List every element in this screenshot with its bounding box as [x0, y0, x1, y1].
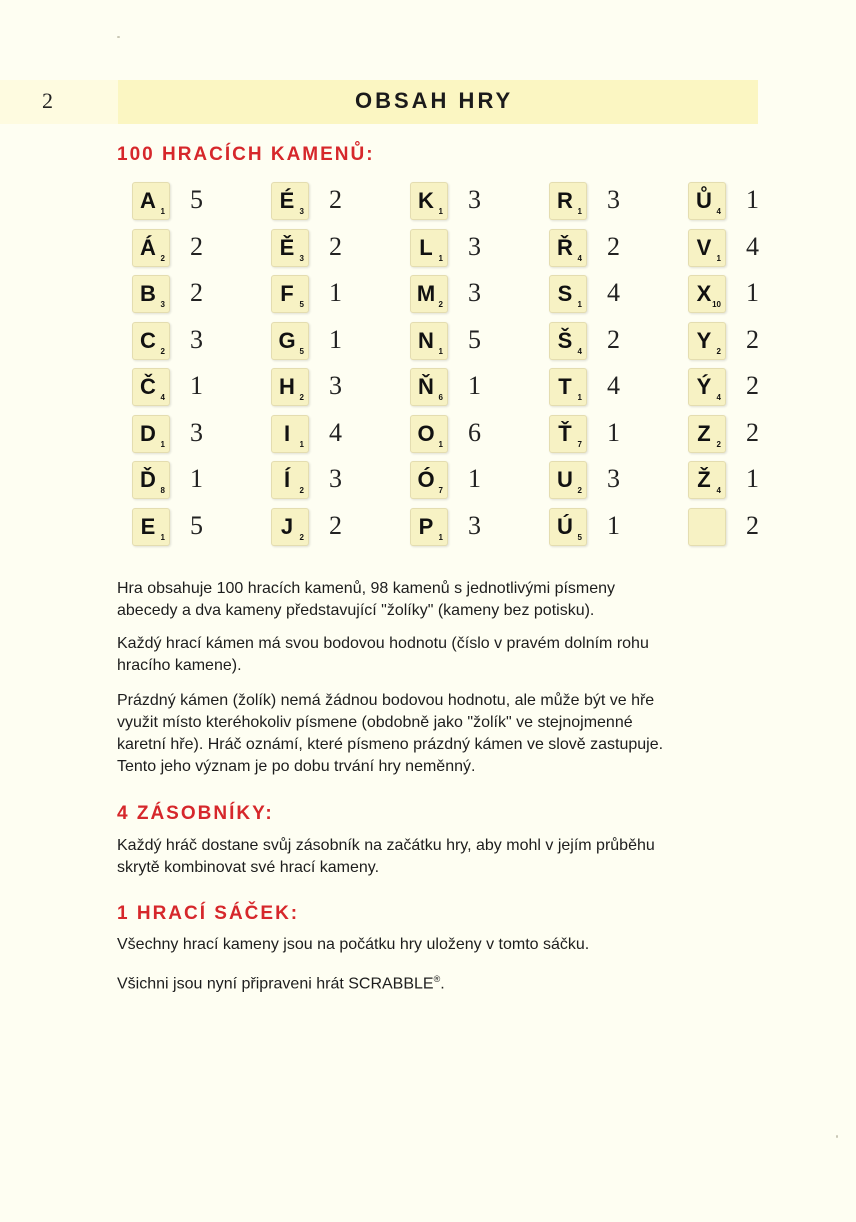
letter-tile — [688, 275, 726, 313]
tile-entry — [688, 229, 838, 269]
letter-tile — [132, 461, 170, 499]
tile-count: 3 — [190, 325, 203, 354]
tile-point-value: 3 — [299, 254, 304, 263]
tile-count: 4 — [607, 278, 620, 307]
tile-count: 2 — [746, 418, 759, 447]
tile-point-value: 5 — [577, 533, 582, 542]
letter-tile — [132, 508, 170, 546]
bag-heading: 1 HRACÍ SÁČEK: — [117, 903, 300, 924]
tile-letter: A — [140, 188, 156, 213]
tile-entry — [132, 182, 282, 222]
tile-count: 4 — [607, 371, 620, 400]
letter-tile — [410, 508, 448, 546]
tile-count: 2 — [746, 511, 759, 540]
tile-point-value: 1 — [160, 207, 165, 216]
tile-letter: J — [280, 514, 294, 539]
tile-letter: Í — [283, 467, 291, 492]
tile-point-value: 4 — [716, 393, 721, 402]
letter-tile — [132, 368, 170, 406]
tile-point-value: 4 — [160, 393, 165, 402]
tile-letter: R — [557, 188, 573, 213]
letter-tile — [410, 461, 448, 499]
tile-count: 1 — [607, 511, 620, 540]
tile-entry — [688, 461, 838, 501]
tile-point-value: 8 — [160, 486, 165, 495]
tile-point-value: 3 — [299, 207, 304, 216]
tile-count: 2 — [329, 511, 342, 540]
tile-letter: É — [279, 188, 295, 213]
tile-entry — [271, 275, 421, 315]
letter-tile — [549, 461, 587, 499]
letter-tile — [688, 322, 726, 360]
tile-point-value: 1 — [160, 440, 165, 449]
tile-point-value: 5 — [299, 300, 304, 309]
tile-point-value: 2 — [577, 486, 582, 495]
tile-point-value: 4 — [577, 347, 582, 356]
tile-entry — [271, 368, 421, 408]
tile-point-value: 2 — [299, 533, 304, 542]
tile-count: 5 — [190, 511, 203, 540]
tile-count: 6 — [468, 418, 481, 447]
tile-entry — [688, 275, 838, 315]
letter-tile — [132, 322, 170, 360]
tile-letter: P — [418, 514, 434, 539]
letter-tile — [549, 322, 587, 360]
tile-count: 2 — [190, 278, 203, 307]
tile-letter: Á — [140, 235, 156, 260]
tile-letter: V — [696, 235, 712, 260]
paper-speck — [836, 1135, 838, 1138]
paragraph-ready — [117, 968, 777, 995]
tile-entry — [132, 508, 282, 548]
tile-count: 2 — [329, 185, 342, 214]
tile-point-value: 5 — [299, 347, 304, 356]
tile-point-value: 2 — [299, 486, 304, 495]
tile-count: 1 — [190, 371, 203, 400]
tile-entry — [549, 508, 699, 548]
tile-letter: Ď — [140, 467, 156, 492]
tile-letter: L — [419, 235, 433, 260]
tile-point-value: 1 — [438, 207, 443, 216]
page-number: 2 — [42, 88, 53, 113]
tile-letter: Č — [140, 374, 156, 399]
tile-count: 3 — [468, 511, 481, 540]
letter-tile — [549, 229, 587, 267]
tile-point-value: 1 — [577, 393, 582, 402]
tile-entry — [271, 415, 421, 455]
letter-tile — [410, 275, 448, 313]
tile-point-value: 1 — [438, 533, 443, 542]
letter-tile — [271, 322, 309, 360]
letter-tile — [271, 229, 309, 267]
tile-count: 2 — [607, 325, 620, 354]
tile-count: 3 — [190, 418, 203, 447]
tile-entry — [410, 229, 560, 269]
tile-entry — [688, 368, 838, 408]
tile-entry — [410, 182, 560, 222]
letter-tile — [549, 275, 587, 313]
tile-letter: U — [557, 467, 573, 492]
tile-letter: Ó — [417, 467, 435, 492]
tile-count: 2 — [746, 325, 759, 354]
letter-tile — [271, 368, 309, 406]
tile-count: 2 — [607, 232, 620, 261]
trademark-symbol: ® — [433, 974, 441, 984]
tile-entry — [271, 229, 421, 269]
tile-letter: Ě — [279, 235, 295, 260]
tile-entry — [549, 322, 699, 362]
letter-tile — [132, 229, 170, 267]
tile-entry — [271, 322, 421, 362]
tile-letter: D — [140, 421, 156, 446]
tile-entry — [132, 229, 282, 269]
tile-letter: M — [416, 281, 436, 306]
tiles-heading: 100 HRACÍCH KAMENŮ: — [117, 144, 375, 165]
tile-count: 1 — [746, 278, 759, 307]
letter-tile — [549, 415, 587, 453]
tile-letter: T — [558, 374, 572, 399]
letter-tile — [132, 182, 170, 220]
tile-count: 3 — [607, 464, 620, 493]
letter-tile — [410, 182, 448, 220]
tile-count: 2 — [190, 232, 203, 261]
letter-tile — [688, 461, 726, 499]
tile-point-value: 2 — [716, 440, 721, 449]
tile-letter: Ý — [696, 374, 712, 399]
letter-tile — [549, 368, 587, 406]
tile-entry — [410, 322, 560, 362]
tile-entry — [132, 368, 282, 408]
tile-letter: I — [283, 421, 291, 446]
letter-tile — [410, 322, 448, 360]
tile-count: 3 — [329, 464, 342, 493]
paragraph-bag: Všechny hrací kameny jsou na počátku hry uloženy v tomto sáčku. — [117, 936, 590, 953]
tile-entry — [132, 322, 282, 362]
blank-tile — [688, 508, 726, 546]
tile-letter: Ú — [557, 514, 573, 539]
tile-entry — [410, 415, 560, 455]
tile-point-value: 1 — [438, 440, 443, 449]
tile-letter: Š — [557, 328, 573, 353]
tile-count: 3 — [329, 371, 342, 400]
tile-point-value: 4 — [716, 486, 721, 495]
tile-point-value: 1 — [160, 533, 165, 542]
tile-entry — [271, 461, 421, 501]
tile-entry — [549, 229, 699, 269]
letter-tile — [688, 182, 726, 220]
tile-count: 1 — [190, 464, 203, 493]
letter-tile — [271, 508, 309, 546]
tile-point-value: 7 — [438, 486, 443, 495]
letter-tile — [271, 182, 309, 220]
tile-point-value: 7 — [577, 440, 582, 449]
tile-letter: Ř — [557, 235, 573, 260]
tile-point-value: 10 — [712, 300, 721, 309]
tile-count: 2 — [746, 371, 759, 400]
tile-letter: Ž — [697, 467, 711, 492]
tile-count: 2 — [329, 232, 342, 261]
tile-entry — [688, 322, 838, 362]
letter-tile — [271, 275, 309, 313]
racks-heading: 4 ZÁSOBNÍKY: — [117, 803, 274, 824]
tile-letter: Ň — [418, 374, 434, 399]
letter-tile — [410, 368, 448, 406]
letter-tile — [132, 415, 170, 453]
tile-point-value: 2 — [299, 393, 304, 402]
tile-count: 4 — [329, 418, 342, 447]
tile-entry — [549, 461, 699, 501]
letter-tile — [132, 275, 170, 313]
tile-count: 3 — [607, 185, 620, 214]
tile-point-value: 2 — [716, 347, 721, 356]
tile-entry — [688, 415, 838, 455]
ready-period: . — [440, 975, 445, 993]
tile-count: 1 — [607, 418, 620, 447]
tile-entry — [549, 275, 699, 315]
tile-point-value: 2 — [438, 300, 443, 309]
tile-point-value: 1 — [438, 347, 443, 356]
letter-tile — [410, 415, 448, 453]
letter-tile — [688, 229, 726, 267]
letter-tile — [271, 461, 309, 499]
tile-count: 5 — [468, 325, 481, 354]
paragraph-racks: Každý hráč dostane svůj zásobník na začátku hry, aby mohl v jejím průběhu skrytě kombinovat své hrací kameny. — [117, 837, 655, 876]
tile-point-value: 4 — [716, 207, 721, 216]
tile-point-value: 4 — [577, 254, 582, 263]
tile-letter: X — [696, 281, 712, 306]
tile-entry — [549, 182, 699, 222]
tile-entry — [688, 182, 838, 222]
letter-tile — [549, 182, 587, 220]
tile-entry — [410, 368, 560, 408]
tile-entry — [271, 182, 421, 222]
tile-point-value: 2 — [160, 254, 165, 263]
tile-letter: E — [140, 514, 156, 539]
tile-point-value: 1 — [577, 300, 582, 309]
tile-letter: F — [280, 281, 294, 306]
tile-count: 1 — [468, 464, 481, 493]
tile-letter: N — [418, 328, 434, 353]
letter-tile — [688, 415, 726, 453]
tile-entry — [549, 415, 699, 455]
tile-point-value: 1 — [577, 207, 582, 216]
tile-count: 1 — [329, 325, 342, 354]
ready-text: Všichni jsou nyní připraveni hrát SCRABBLE — [117, 975, 434, 993]
tile-point-value: 6 — [438, 393, 443, 402]
tile-entry — [688, 508, 838, 548]
tile-point-value: 1 — [716, 254, 721, 263]
page-title: OBSAH HRY — [355, 88, 514, 113]
tile-count: 1 — [329, 278, 342, 307]
tile-count: 1 — [468, 371, 481, 400]
tile-entry — [132, 415, 282, 455]
tile-count: 1 — [746, 185, 759, 214]
letter-tile — [410, 229, 448, 267]
letter-tile — [688, 368, 726, 406]
tile-letter: K — [418, 188, 434, 213]
paragraph-blank-tile: Prázdný kámen (žolík) nemá žádnou bodovou hodnotu, ale může být ve hře využit místo kteréhokoliv písmene (obdobně jako "žolík" ve stejnojmenné karetní hře). Hráč oznámí, které písmeno prázdný kámen ve slově zastupuje. Tento jeho význam je po dobu trvání hry neměnný. — [117, 692, 664, 775]
tile-letter: H — [279, 374, 295, 399]
paragraph-tile-values: Každý hrací kámen má svou bodovou hodnotu (číslo v pravém dolním rohu hracího kamene). — [117, 635, 649, 674]
tile-letter: Ů — [696, 188, 712, 213]
tile-entry — [410, 508, 560, 548]
tile-letter: C — [140, 328, 156, 353]
tile-count: 1 — [746, 464, 759, 493]
tile-count: 3 — [468, 278, 481, 307]
tile-letter: S — [557, 281, 573, 306]
tile-count: 3 — [468, 185, 481, 214]
tile-entry — [271, 508, 421, 548]
tile-point-value: 1 — [438, 254, 443, 263]
header-band-margin — [0, 80, 118, 124]
tile-entry — [132, 461, 282, 501]
tile-entry — [410, 461, 560, 501]
paper-speck — [117, 36, 120, 38]
tile-count: 4 — [746, 232, 759, 261]
tile-point-value: 2 — [160, 347, 165, 356]
tile-letter: O — [417, 421, 435, 446]
tile-count: 5 — [190, 185, 203, 214]
tile-letter: Z — [697, 421, 711, 446]
tile-letter: G — [278, 328, 296, 353]
tile-point-value: 1 — [299, 440, 304, 449]
tile-entry — [549, 368, 699, 408]
letter-tile — [549, 508, 587, 546]
tile-point-value: 3 — [160, 300, 165, 309]
tile-count: 3 — [468, 232, 481, 261]
tile-entry — [410, 275, 560, 315]
tile-letter: Y — [696, 328, 712, 353]
tile-letter: Ť — [558, 421, 572, 446]
tile-entry — [132, 275, 282, 315]
letter-tile — [271, 415, 309, 453]
tile-letter: B — [140, 281, 156, 306]
paragraph-tiles-intro: Hra obsahuje 100 hracích kamenů, 98 kamenů s jednotlivými písmeny abecedy a dva kameny představující "žolíky" (kameny bez potisku). — [117, 580, 616, 619]
